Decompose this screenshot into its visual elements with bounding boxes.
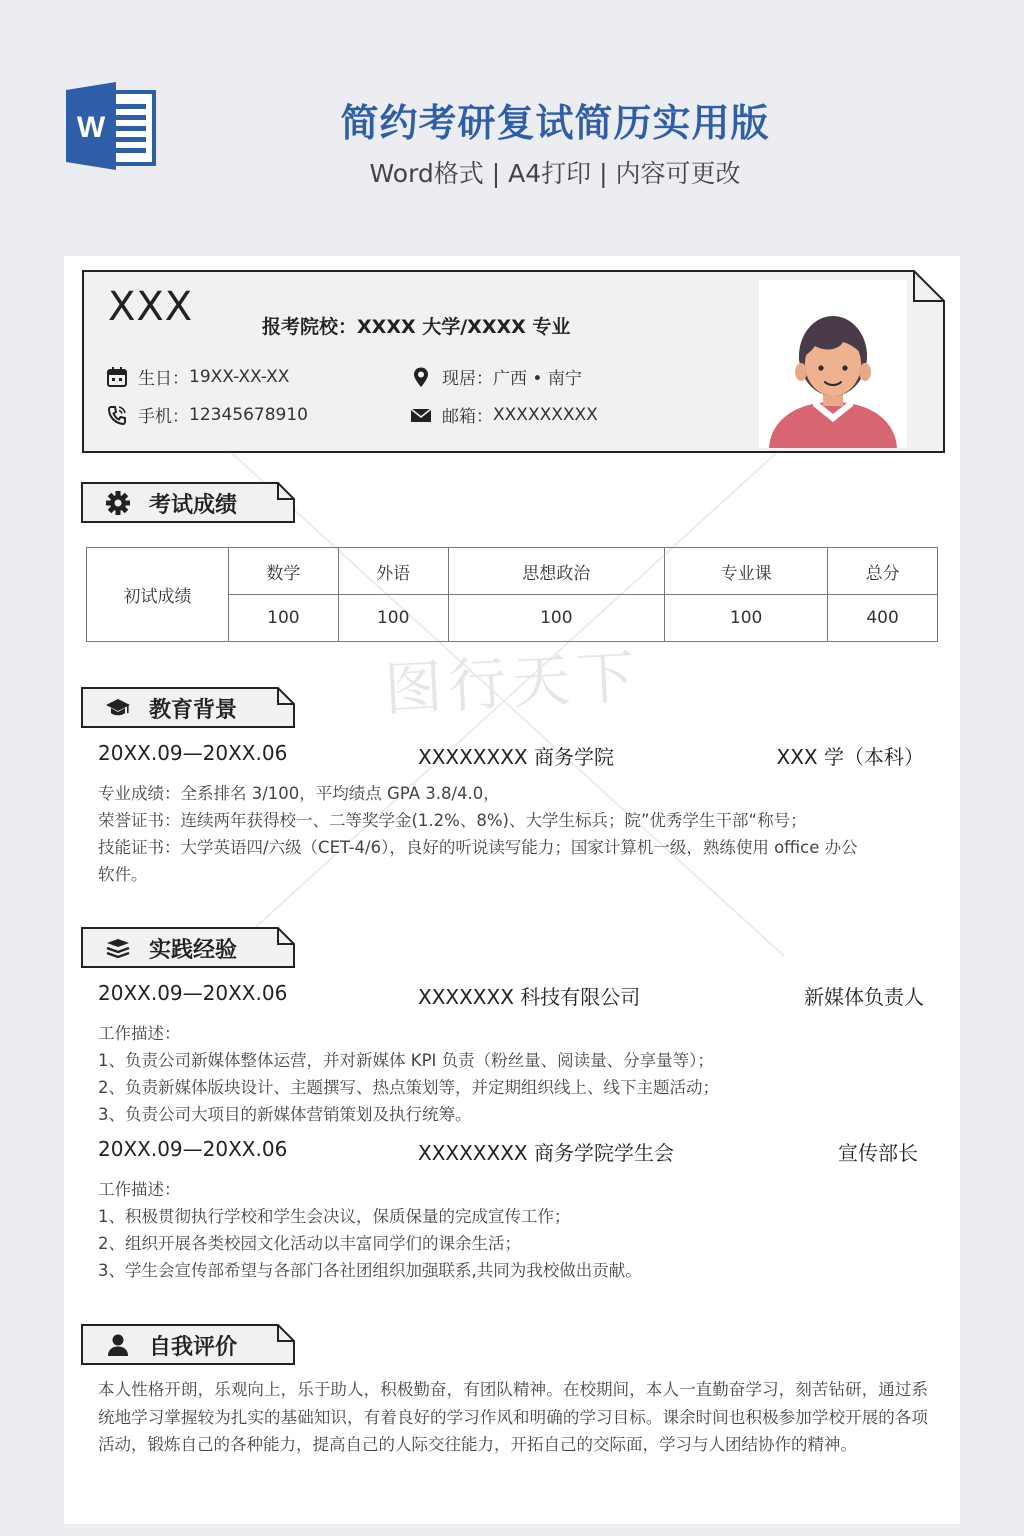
graduation-cap-icon xyxy=(105,696,131,720)
word-icon xyxy=(66,82,156,170)
phone-label: 手机： xyxy=(138,407,189,427)
practice-entry-header xyxy=(98,981,924,1009)
section-title-education: 教育背景 xyxy=(149,698,238,723)
envelope-icon xyxy=(410,404,432,426)
practice-role: 宣传部长 xyxy=(838,1141,918,1165)
education-date: 20XX.09—20XX.06 xyxy=(98,741,288,765)
banner-title: 简约考研复试简历实用版 xyxy=(340,101,770,145)
table-header-cell: 外语 xyxy=(338,548,448,595)
section-title-scores: 考试成绩 xyxy=(149,493,238,518)
list-item: 工作描述： xyxy=(98,1180,181,1199)
location-label: 现居： xyxy=(442,369,493,389)
table-cell: 100 xyxy=(338,595,448,642)
scores-row-header: 初试成绩 xyxy=(87,548,229,642)
resume-page xyxy=(64,256,960,1524)
list-item: 软件。 xyxy=(98,865,148,884)
profile-card xyxy=(82,270,944,453)
practice-details xyxy=(98,1020,928,1128)
scores-table xyxy=(86,547,938,642)
phone-value: 12345678910 xyxy=(189,404,308,425)
target-school xyxy=(262,312,570,339)
table-header-cell: 数学 xyxy=(229,548,339,595)
section-header-practice xyxy=(81,927,296,969)
table-header-cell: 总分 xyxy=(828,548,938,595)
calendar-icon xyxy=(106,366,128,388)
practice-company: XXXXXXX 科技有限公司 xyxy=(418,985,641,1009)
email-row xyxy=(410,402,598,427)
table-header-cell: 思想政治 xyxy=(448,548,664,595)
list-item: 3、负责公司大项目的新媒体营销策划及执行统筹。 xyxy=(98,1105,472,1124)
user-icon xyxy=(105,1333,131,1357)
section-header-self xyxy=(81,1324,296,1366)
target-school-label: 报考院校： xyxy=(262,316,358,338)
practice-role: 新媒体负责人 xyxy=(804,985,924,1009)
gear-icon xyxy=(105,491,131,515)
education-degree: XXX 学（本科） xyxy=(776,745,924,769)
location-value: 广西 • 南宁 xyxy=(493,369,582,389)
table-cell: 100 xyxy=(229,595,339,642)
practice-date: 20XX.09—20XX.06 xyxy=(98,1137,288,1161)
location-pin-icon xyxy=(410,366,432,388)
section-header-education xyxy=(81,687,296,729)
education-details xyxy=(98,780,928,888)
list-item: 工作描述： xyxy=(98,1024,181,1043)
list-item: 3、学生会宣传部希望与各部门各社团组织加强联系,共同为我校做出贡献。 xyxy=(98,1261,642,1280)
avatar xyxy=(759,280,907,448)
self-evaluation-text: 本人性格开朗，乐观向上，乐于助人，积极勤奋，有团队精神。在校期间，本人一直勤奋学习，刻苦钻研，通过系统地学习掌握较为扎实的基础知识，有着良好的学习作风和明确的学习目标。课余时间也积极参加学校开展的各项活动，锻炼自己的各种能力，提高自己的人际交往能力，开拓自己的交际面，学习与人团结协作的精神。 xyxy=(98,1380,928,1454)
phone-icon xyxy=(106,404,128,426)
list-item: 专业成绩：全系排名 3/100，平均绩点 GPA 3.8/4.0， xyxy=(98,784,500,803)
watermark: 图行天下 xyxy=(382,642,642,724)
profile-photo xyxy=(759,280,907,448)
layers-icon xyxy=(105,936,131,960)
table-row xyxy=(87,548,938,595)
list-item: 2、负责新媒体版块设计、主题撰写、热点策划等，并定期组织线上、线下主题活动； xyxy=(98,1078,719,1097)
banner xyxy=(0,0,1024,256)
section-title-practice: 实践经验 xyxy=(149,938,238,963)
table-cell: 100 xyxy=(665,595,828,642)
practice-company: XXXXXXXX 商务学院学生会 xyxy=(418,1141,674,1165)
phone-row xyxy=(106,402,308,427)
candidate-name: XXX xyxy=(108,284,194,330)
practice-date: 20XX.09—20XX.06 xyxy=(98,981,288,1005)
birthday-value: 19XX-XX-XX xyxy=(189,366,290,387)
table-cell: 100 xyxy=(448,595,664,642)
target-school-value: XXXX 大学/XXXX 专业 xyxy=(357,316,571,338)
education-entry-header xyxy=(98,741,924,769)
email-value: XXXXXXXXX xyxy=(493,404,598,425)
list-item: 2、组织开展各类校园文化活动以丰富同学们的课余生活； xyxy=(98,1234,521,1253)
email-label: 邮箱： xyxy=(442,407,493,427)
birthday-row xyxy=(106,364,289,389)
location-row xyxy=(410,364,582,389)
table-cell: 400 xyxy=(828,595,938,642)
list-item: 1、负责公司新媒体整体运营，并对新媒体 KPI 负责（粉丝量、阅读量、分享量等）； xyxy=(98,1051,714,1070)
word-logo-letter: W xyxy=(76,111,106,144)
section-title-self: 自我评价 xyxy=(149,1335,238,1360)
education-school: XXXXXXXX 商务学院 xyxy=(418,745,614,769)
section-header-scores xyxy=(81,482,296,524)
list-item: 1、积极贯彻执行学校和学生会决议，保质保量的完成宣传工作； xyxy=(98,1207,571,1226)
table-header-cell: 专业课 xyxy=(665,548,828,595)
list-item: 荣誉证书：连续两年获得校一、二等奖学金(1.2%、8%)、大学生标兵；院”优秀学生干部“称号； xyxy=(98,811,807,830)
birthday-label: 生日： xyxy=(138,369,189,389)
practice-entry-header xyxy=(98,1137,924,1165)
banner-subtitle: Word格式 | A4打印 | 内容可更改 xyxy=(369,159,741,188)
list-item: 技能证书：大学英语四/六级（CET-4/6），良好的听说读写能力；国家计算机一级，熟练使用 office 办公 xyxy=(98,838,858,857)
practice-details xyxy=(98,1176,928,1284)
